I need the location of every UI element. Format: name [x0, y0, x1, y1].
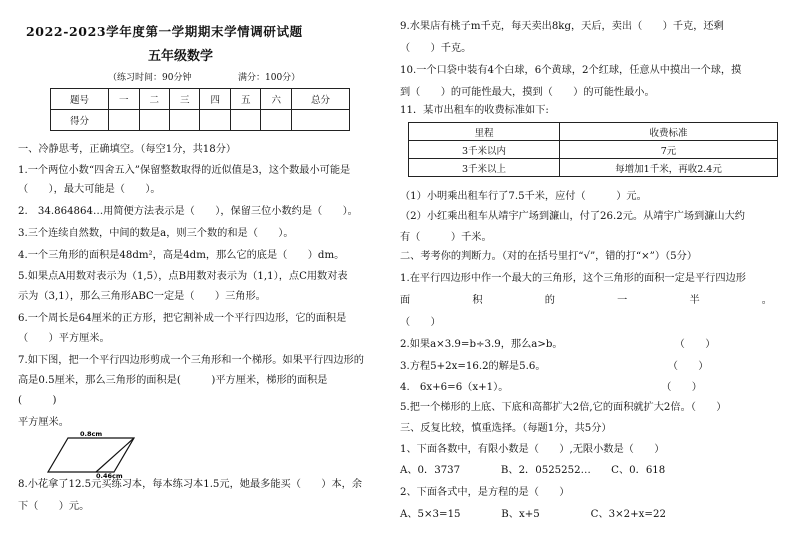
fare-cell: 3千米以内	[409, 141, 560, 159]
answer-blank: （ ）	[400, 317, 441, 328]
score-blank[interactable]	[291, 110, 349, 131]
spread-word: 半	[689, 295, 700, 306]
spread-word: 一	[617, 295, 628, 306]
question-line: 高是0.5厘米，那么三角形的面积是( )平方厘米，梯形的面积是	[18, 375, 328, 386]
score-cell: 四	[200, 89, 230, 110]
fare-cell: 3千米以上	[409, 159, 560, 177]
score-cell: 五	[230, 89, 260, 110]
fare-table-row	[409, 159, 778, 177]
exam-time: （练习时间：90分钟	[108, 73, 192, 83]
score-blank[interactable]	[200, 110, 230, 131]
score-cell: 总分	[291, 89, 349, 110]
score-blank[interactable]	[170, 110, 200, 131]
spread-word: 。	[761, 295, 772, 306]
exam-title: 2022-2023学年度第一学期期末学情调研试题	[26, 24, 303, 39]
score-table-header-row	[51, 89, 350, 110]
question-line: 3.方程5+2x=16.2的解是5.6。 （ ）	[400, 361, 709, 372]
question-line: 7.如下图，把一个平行四边形剪成一个三角形和一个梯形。如果平行四边形的	[18, 355, 364, 366]
question-line: 到（ ）的可能性最大，摸到（ ）的可能性最小。	[400, 87, 655, 98]
question-line: 示为（3,1），那么三角形ABC一定是（ ）三角形。	[18, 291, 266, 302]
question-line: 5.如果点A用数对表示为（1,5），点B用数对表示为（1,1），点C用数对表	[18, 271, 348, 282]
question-line: 3.三个连续自然数，中间的数是a，则三个数的和是（ ）。	[18, 228, 294, 239]
options-line: A、5×3=15 B、x+5 C、3×2+x=22	[400, 509, 666, 520]
question-line: （ ）千克。	[400, 43, 472, 54]
question-line: （ ）平方厘米。	[18, 333, 110, 344]
fare-table-row	[409, 141, 778, 159]
question-line: 平方厘米。	[18, 417, 69, 428]
score-blank[interactable]	[139, 110, 169, 131]
fare-cell: 收费标准	[560, 123, 778, 141]
score-cell: 得分	[51, 110, 109, 131]
score-cell: 题号	[51, 89, 109, 110]
full-score: 满分：100分）	[238, 73, 301, 83]
parallelogram-figure	[38, 430, 148, 478]
question-line: 1.一个两位小数“四舍五入”保留整数取得的近似值是3，这个数最小可能是	[18, 165, 351, 176]
score-table	[50, 88, 350, 131]
fare-cell: 里程	[409, 123, 560, 141]
score-cell: 六	[261, 89, 291, 110]
question-line: 6.一个周长是64厘米的正方形，把它割补成一个平行四边形，它的面积是	[18, 313, 347, 324]
question-line: 9.水果店有桃子m千克，每天卖出8kg，天后，卖出（ ）千克，还剩	[400, 21, 724, 32]
question-line: 1.在平行四边形中作一个最大的三角形，这个三角形的面积一定是平行四边形	[400, 273, 746, 284]
parallelogram-shape	[48, 438, 134, 472]
question-line: 8.小花拿了12.5元买练习本，每本练习本1.5元，她最多能买（ ）本，余	[18, 479, 363, 490]
spread-word: 面	[400, 295, 411, 306]
section-3-heading: 三、反复比较，慎重选择。（每题1分，共5分）	[400, 423, 612, 434]
question-line: 2、下面各式中，是方程的是（ ）	[400, 487, 570, 498]
question-line: 下（ ）元。	[18, 501, 90, 512]
score-cell: 二	[139, 89, 169, 110]
question-line: 5.把一个梯形的上底、下底和高都扩大2倍,它的面积就扩大2倍。（ ）	[400, 402, 727, 413]
bottom-length-label: 0.46cm	[96, 472, 123, 478]
fare-table	[408, 122, 778, 177]
exam-subtitle: 五年级数学	[148, 49, 214, 64]
question-line: （ ），最大可能是（ ）。	[18, 184, 161, 195]
section-2-heading: 二、考考你的判断力。（对的在括号里打“√”，错的打“×”）（5分）	[400, 251, 698, 262]
question-line: 有（ ）千米。	[400, 232, 492, 243]
top-length-label: 0.8cm	[80, 430, 103, 438]
question-line: （2）小红乘出租车从靖宇广场到濂山，付了26.2元。从靖宇广场到濂山大约	[400, 211, 745, 222]
question-line: 10.一个口袋中装有4个白球，6个黄球，2个红球，任意从中摸出一个球，摸	[400, 65, 742, 76]
score-blank[interactable]	[261, 110, 291, 131]
spread-word: 积	[472, 295, 483, 306]
section-1-heading: 一、冷静思考，正确填空。（每空1分，共18分）	[18, 144, 237, 155]
score-table-row	[51, 110, 350, 131]
question-line: 1、下面各数中，有限小数是（ ）,无限小数是（ ）	[400, 444, 665, 455]
fare-cell: 每增加1千米，再收2.4元	[560, 159, 778, 177]
spread-word: 的	[544, 295, 555, 306]
question-line: （1）小明乘出租车行了7.5千米，应付（ ）元。	[400, 191, 647, 202]
question-line: 4. 6x+6=6（x+1）。 （ ）	[400, 382, 702, 393]
cut-line	[96, 438, 134, 472]
score-cell: 一	[109, 89, 139, 110]
fare-cell: 7元	[560, 141, 778, 159]
question-line: 4.一个三角形的面积是48dm²，高是4dm，那么它的底是（ ）dm。	[18, 250, 345, 261]
score-cell: 三	[170, 89, 200, 110]
score-blank[interactable]	[109, 110, 139, 131]
options-line: A、0．3737 B、2．0525252… C、0．618	[400, 465, 666, 476]
question-line: 2. 34.864864…用简便方法表示是（ ），保留三位小数约是（ ）。	[18, 206, 358, 217]
spread-text-line	[400, 294, 772, 308]
question-line: ( )	[18, 395, 57, 406]
fare-table-header-row	[409, 123, 778, 141]
question-line: 11．某市出租车的收费标准如下:	[400, 105, 549, 116]
score-blank[interactable]	[230, 110, 260, 131]
question-line: 2.如果a×3.9=b÷3.9，那么a>b。 （ ）	[400, 339, 716, 350]
